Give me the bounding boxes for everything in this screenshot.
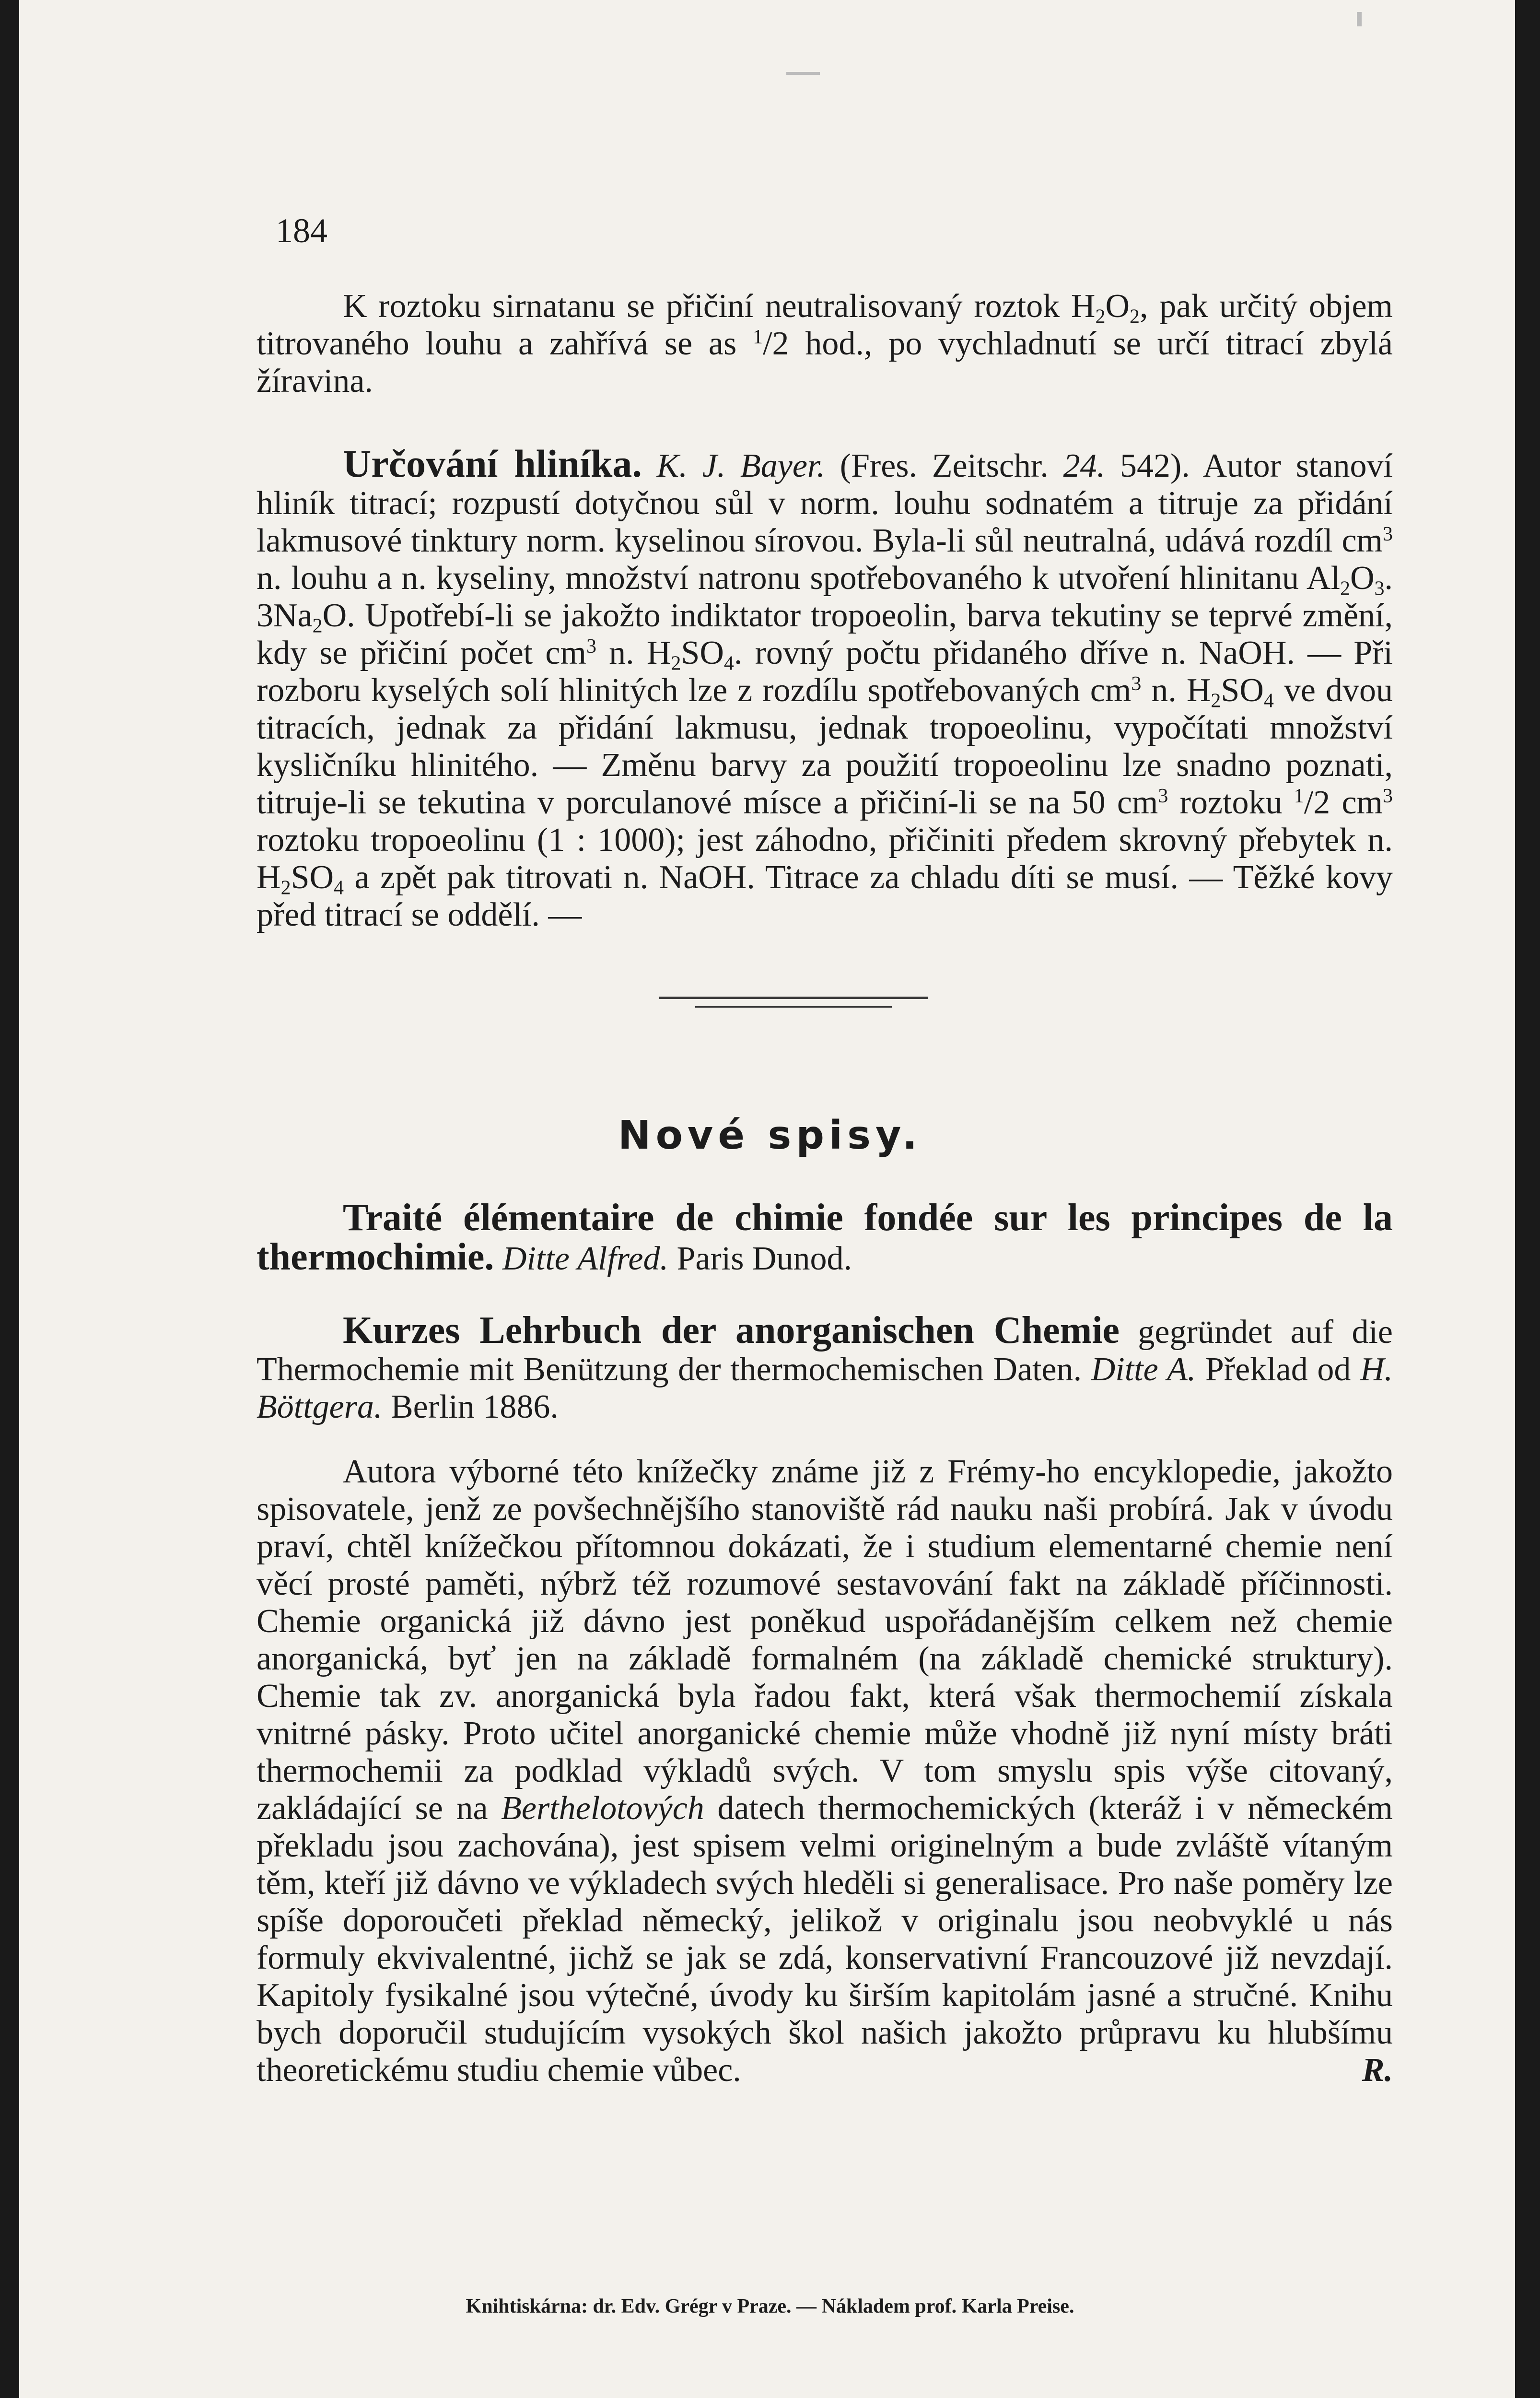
review-signature: R. <box>1362 2052 1393 2089</box>
book-entry-1: Traité élémentaire de chimie fondée sur les principes de la thermochimie. Ditte Alfred. Paris Dunod. <box>257 1197 1393 1278</box>
page-number: 184 <box>276 212 327 250</box>
section-divider <box>695 1006 892 1008</box>
section-title: Nové spisy. <box>618 1113 922 1158</box>
scan-artifact <box>1357 12 1362 26</box>
aluminium-paragraph: Určování hliníka. K. J. Bayer. (Fres. Zeitschr. 24. 542). Autor stanoví hliník titrací; rozpustí dotyčnou sůl v norm. louhu sodnatém a titruje za přidání lakmusové tinktury norm. kyselinou sírovou. Byla-li sůl neutralná, udává rozdíl $cm^3$ n. louhu a n. kyseliny, množství natronu spotřebovaného k utvoření hlinitanu $Al_2O_3$. $3Na_2O$. Upotřebí-li se jakožto indiktator tropoeolin, barva tekutiny se teprvé změní, kdy se přičiní počet $cm^3$ n. $H_2SO_4$. rovný počtu přidaného dříve n. NaOH. — Při rozboru kyselých solí hlinitých lze z rozdílu spotřebovaných $cm^3$ n. $H_2SO_4$ ve dvou titracích, jednak za přidání lakmusu, jednak tropoeolinu, vypočítati množství kysličníku hlinitého. — Změnu barvy za použití tropoeolinu lze snadno poznati, titruje-li se tekutina v porculanové mísce a přičiní-li se na 50 $cm^3$ roztoku $^1$/2 $cm^3$ roztoku tropoeolinu (1 : 1000); jest záhodno, přičiniti předem skrovný přebytek n. $H_2SO_4$ a zpět pak titrovati n. NaOH. Titrace za chladu díti se musí. — Těžké kovy před titrací se oddělí. — <box>257 442 1393 933</box>
scan-artifact <box>786 72 820 75</box>
section-divider <box>659 997 928 999</box>
review-paragraph: Autora výborné této knížečky známe již z Frémy-ho encyklopedie, jakožto spisovatele, jenž ze povšechnějšího stanoviště rád nauku naši probírá. Jak v úvodu praví, chtěl knížečkou přítomnou dokázati, že i studium elementarné chemie není věcí prosté paměti, nýbrž též rozumové sestavování fakt na základě příčinnosti. Chemie organická již dávno jest poněkud uspořádanějším celkem než chemie anorganická, byť jen na základě formalném (na základě chemické struktury). Chemie tak zv. anorganická byla řadou fakt, která však thermochemií získala vnitrné pásky. Proto učitel anorganické chemie může vhodně již nyní místy bráti thermochemii za podklad výkladů svých. V tom smyslu spis výše citovaný, zakládající se na Berthelotových datech thermochemických (kteráž i v německém překladu jsou zachována), jest spisem velmi originelným a bude zvláště vítaným těm, kteří již dávno ve výkladech svých hleděli si generalisace. Pro naše poměry lze spíše doporoučeti překlad německý, jelikož v originalu jsou neobvyklé u nás formuly ekvivalentné, jichž se jak se zdá, konservativní Francouzové již nevzdají. Kapitoly fysikalné jsou výtečné, úvody ku širším kapitolám jasné a stručné. Knihu bych doporučil studujícím vysokých škol našich jakožto průpravu ku hlubšímu theoretickému studiu chemie vůbec. R. <box>257 1453 1393 2089</box>
printer-imprint: Knihtiskárna: dr. Edv. Grégr v Praze. — Nákladem prof. Karla Preise. <box>466 2295 1074 2317</box>
aluminium-heading: Určování hliníka. <box>343 442 642 485</box>
book-entry-2: Kurzes Lehrbuch der anorganischen Chemie gegründet auf die Thermochemie mit Benützung der thermochemischen Daten. Ditte A. Překlad od H. Böttgera. Berlin 1886. <box>257 1309 1393 1425</box>
sulfite-paragraph: K roztoku sirnatanu se přičiní neutralisovaný roztok $H_2O_2$, pak určitý objem titrovaného louhu a zahřívá se as $^1$/2 hod., po vychladnutí se určí titrací zbylá žíravina. <box>257 288 1393 400</box>
